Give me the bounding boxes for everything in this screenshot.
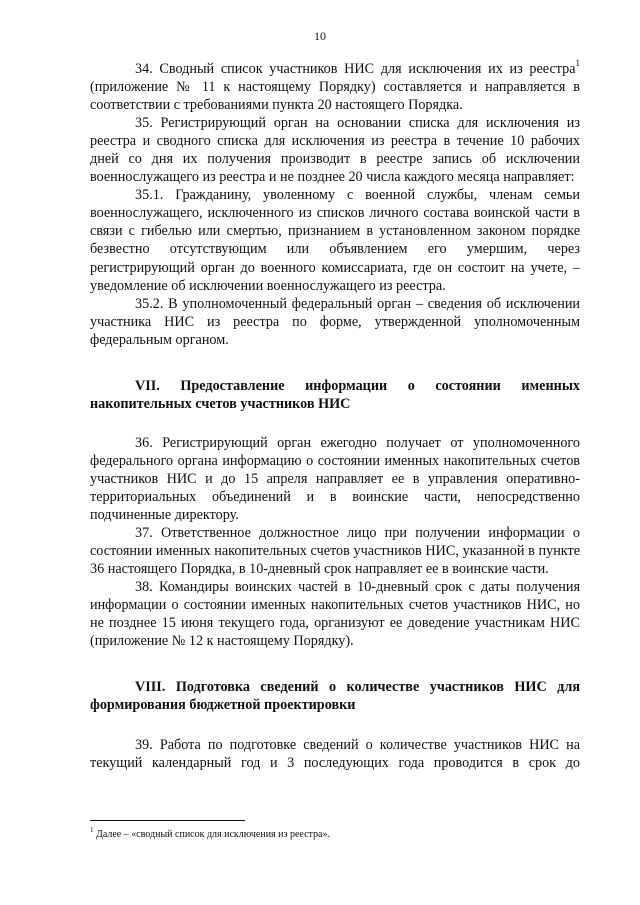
paragraph-37: 37. Ответственное должностное лицо при получении информации о состоянии именных накопительных счетов участников НИС, указанной в пункте 36 настоящего Порядка, в 10-дневный срок направляет ее в воинские части. [90, 525, 580, 578]
footnote [90, 825, 330, 841]
paragraph-39: 39. Работа по подготовке сведений о количестве участников НИС на текущий календарный год и 3 последующих года проводится в срок до [90, 736, 580, 771]
paragraph-34: 34. Сводный список участников НИС для исключения их из реестра$^1$ (приложение № 11 к настоящему Порядку) составляется и направляется в соответствии с требованиями пункта 20 настоящего Порядка. [90, 58, 580, 114]
paragraph-35-2: 35.2. В уполномоченный федеральный орган – сведения об исключении участника НИС из реестра по форме, утвержденной уполномоченным федеральным органом. [90, 295, 580, 348]
footnote-divider [90, 820, 245, 821]
section-heading-7: VII. Предоставление информации о состоянии именных накопительных счетов участников НИС [90, 377, 580, 412]
footnote-ref: 1 [575, 58, 580, 69]
page-number: 10 [314, 29, 326, 43]
document-body [90, 60, 580, 772]
paragraph-35: 35. Регистрирующий орган на основании списка для исключения из реестра и сводного списка для исключения из реестра в течение 10 рабочих дней со дня их получения производит в реестре запись об исключении военнослужащего из реестра и не позднее 20 числа каждого месяца направляет: [90, 115, 580, 186]
paragraph-38: 38. Командиры воинских частей в 10-дневный срок с даты получения информации о состоянии именных накопительных счетов участников НИС, но не позднее 15 июня текущего года, организуют ее доведение участникам НИС (приложение № 12 к настоящему Порядку). [90, 579, 580, 650]
section-heading-8: VIII. Подготовка сведений о количестве участников НИС для формирования бюджетной проектировки [90, 679, 580, 714]
paragraph-36: 36. Регистрирующий орган ежегодно получает от уполномоченного федерального органа информацию о состоянии именных накопительных счетов участников НИС и до 15 апреля направляет ее в управления оперативно-территориальных объединений и в воинские части, непосредственно подчиненные директору. [90, 434, 580, 524]
footnote-text: Далее – «сводный список для исключения из реестра». [93, 829, 330, 840]
footnote-marker: 1 [90, 825, 94, 834]
paragraph-35-1: 35.1. Гражданину, уволенному с военной службы, членам семьи военнослужащего, исключенного из списков личного состава воинской части в связи с гибелью или смертью, признанием в установленном законом порядке безвестно отсутствующим или объявлением его умершим, через регистрирующий орган до военного комиссариата, где он состоит на учете, – уведомление об исключении военнослужащего из реестра. [90, 187, 580, 294]
